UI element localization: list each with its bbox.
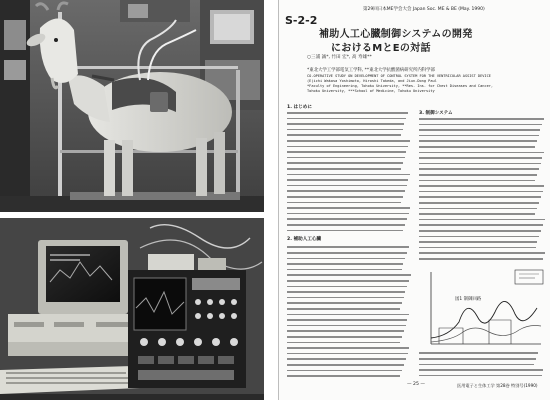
body-text-line (419, 152, 544, 154)
body-text-line (287, 246, 409, 248)
body-text-line (287, 207, 410, 209)
body-text-line (419, 208, 537, 210)
body-text-line (419, 185, 544, 187)
journal-footer: 医用電子と生体工学 第28巻 特別号(1990) (457, 383, 538, 388)
body-text-line (287, 353, 408, 355)
body-text-line (419, 135, 539, 137)
body-text-line (287, 202, 401, 204)
body-text-line (287, 213, 409, 215)
body-text-line (287, 185, 407, 187)
body-text-line (419, 202, 539, 204)
body-text-line (419, 236, 539, 238)
body-text-line (287, 258, 405, 260)
body-text-line (287, 274, 411, 276)
body-text-line (287, 291, 405, 293)
body-text-line (419, 196, 541, 198)
body-text-line (287, 364, 404, 366)
body-text-line (287, 118, 406, 120)
body-text-line (419, 191, 543, 193)
body-text-line (287, 308, 400, 310)
body-text-line (287, 286, 407, 288)
body-text-line (287, 302, 402, 304)
body-text-line (287, 168, 401, 170)
body-text-line (287, 157, 405, 159)
affiliation-en-line: *Faculty of Engineering, Tohoku University, **Res. Ins. for Chest Diseases and Cancer, (307, 84, 494, 88)
section-heading: 2. 補助人工心臓 (287, 237, 322, 242)
body-text-line (419, 124, 542, 126)
title-en-line: CO-OPERATIVE STUDY ON DEVELOPMENT OF CONTROL SYSTEM FOR THE VENTRICULAR ASSIST DEVICE (307, 74, 491, 78)
body-text-line (419, 252, 545, 254)
body-text-line (287, 314, 409, 316)
control-circuit-figure (419, 262, 547, 352)
title-jp-line-2: におけるMとEの対話 (331, 43, 431, 54)
body-text-line (419, 168, 539, 170)
body-text-line (419, 358, 536, 360)
console-photo-illustration (0, 218, 264, 400)
body-text-line (287, 179, 408, 181)
body-text-line (419, 230, 541, 232)
body-text-line (287, 252, 407, 254)
goat-photo (0, 0, 264, 212)
body-text-line (419, 247, 536, 249)
body-text-line (287, 129, 403, 131)
body-text-line (287, 336, 402, 338)
control-console-photo (0, 218, 264, 400)
body-text-line (287, 319, 407, 321)
body-text-line (287, 218, 407, 220)
body-text-line (287, 330, 404, 332)
body-text-line (419, 174, 537, 176)
body-text-line (419, 369, 543, 371)
figure-caption: 図1 制御回路 (455, 297, 482, 302)
body-text-line (419, 140, 537, 142)
body-text-line (419, 364, 534, 366)
body-text-line (287, 123, 404, 125)
body-text-line (287, 342, 400, 344)
body-text-line (419, 157, 542, 159)
body-text-line (287, 140, 410, 142)
body-text-line (287, 174, 410, 176)
body-text-line (287, 224, 405, 226)
body-text-line (287, 280, 409, 282)
body-text-line (287, 269, 402, 271)
body-text-line (287, 146, 408, 148)
title-jp-line-1: 補助人工心臓制御システムの開発 (319, 29, 473, 40)
affiliation-jp: *東北大学工学部電気工学科, **東北大学抗酸菌病研究所内科学部 (307, 68, 435, 73)
body-text-line (287, 370, 402, 372)
body-text-line (419, 146, 535, 148)
body-text-line (419, 219, 545, 221)
body-text-line (419, 258, 543, 260)
body-text-line (287, 375, 400, 377)
body-text-line (287, 112, 408, 114)
section-heading: 1. はじめに (287, 105, 312, 110)
goat-photo-illustration (0, 0, 264, 212)
body-text-line (287, 134, 401, 136)
body-text-line (287, 297, 404, 299)
body-text-line (419, 129, 540, 131)
body-text-line (419, 163, 541, 165)
body-text-line (287, 263, 403, 265)
body-text-line (287, 347, 409, 349)
body-text-line (287, 190, 405, 192)
body-text-line (287, 230, 403, 232)
journal-header: 第29回日本ME学会大会 Japan Soc. ME & BE (May. 1990) (363, 7, 485, 12)
conference-abstract-page (278, 0, 550, 400)
body-text-line (287, 325, 406, 327)
affiliation-en-line: Tohoku University, ***School of Medicine, Tohoku University (307, 89, 435, 93)
authors-en-line: (E)ichi Wakasa Yoshimoto, Hiroshi Takeda, and Jiun-Dong Paul (307, 79, 437, 83)
section-heading: 3. 制御システム (419, 111, 453, 116)
body-text-line (287, 358, 406, 360)
page-number: — 25 — (407, 382, 425, 387)
body-text-line (419, 224, 543, 226)
body-text-line (287, 196, 403, 198)
body-text-line (419, 352, 538, 354)
authors-jp: ○三浦 誠*, 竹田 宏*, 高 寿雄** (307, 55, 372, 60)
body-text-line (419, 241, 537, 243)
body-text-line (419, 375, 542, 377)
body-text-line (419, 213, 535, 215)
session-id: S-2-2 (285, 14, 318, 27)
body-text-line (419, 180, 535, 182)
body-text-line (419, 118, 544, 120)
body-text-line (287, 151, 406, 153)
body-text-line (287, 162, 403, 164)
